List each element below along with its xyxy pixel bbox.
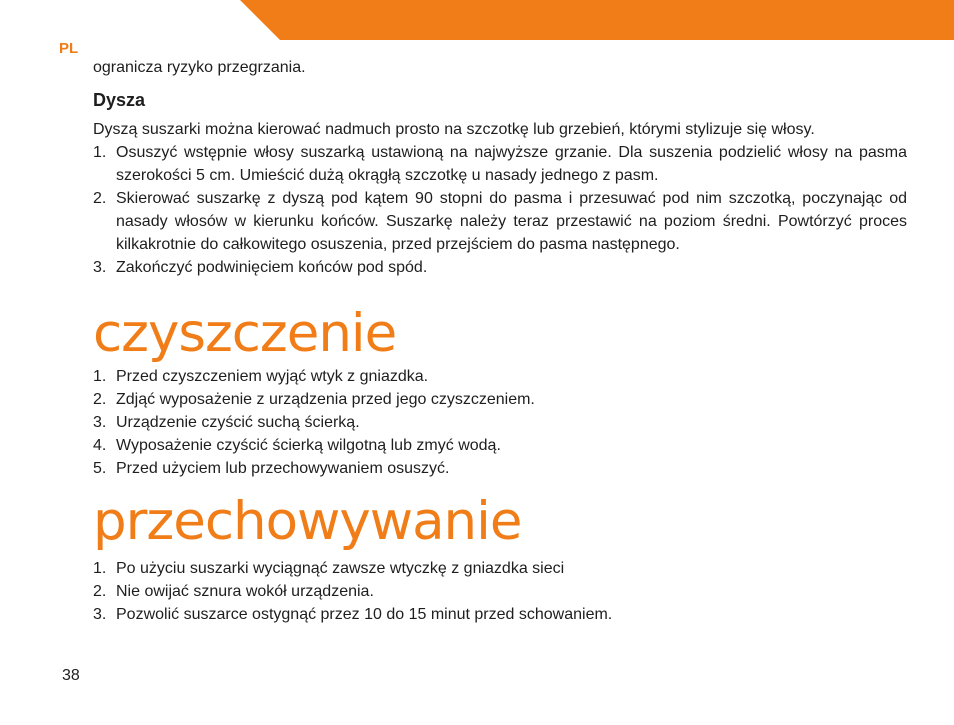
step-text: Zakończyć podwinięciem końców pod spód. (116, 259, 428, 276)
step-number: 3. (93, 414, 107, 431)
step-number: 1. (93, 144, 107, 161)
list-item (93, 603, 907, 626)
intro-line: ogranicza ryzyko przegrzania. (93, 59, 306, 76)
step-text: Wyposażenie czyścić ścierką wilgotną lub zmyć wodą. (116, 437, 501, 454)
step-text: Przed czyszczeniem wyjąć wtyk z gniazdka. (116, 368, 429, 385)
list-item (93, 557, 907, 580)
page-number: 38 (62, 667, 80, 684)
cleaning-steps (93, 365, 907, 480)
step-number: 1. (93, 560, 107, 577)
list-item (93, 580, 907, 603)
header-accent-band (240, 0, 954, 40)
step-text: Przed użyciem lub przechowywaniem osuszyć. (116, 460, 450, 477)
cleaning-title: czyszczenie (93, 303, 397, 364)
step-number: 2. (93, 583, 107, 600)
list-item (93, 388, 907, 411)
list-item (93, 434, 907, 457)
list-item (93, 457, 907, 480)
storage-steps (93, 557, 907, 626)
nozzle-description: Dyszą suszarki można kierować nadmuch prosto na szczotkę lub grzebień, którymi stylizuje się włosy. (93, 121, 815, 138)
step-number: 3. (93, 259, 107, 276)
step-text: Po użyciu suszarki wyciągnąć zawsze wtyczkę z gniazdka sieci (116, 560, 565, 577)
list-item (93, 141, 907, 187)
step-number: 2. (93, 190, 107, 207)
list-item (93, 365, 907, 388)
step-number: 1. (93, 368, 107, 385)
step-text: Skierować suszarkę z dyszą pod kątem 90 stopni do pasma i przesuwać pod nim szczotką, poczynając od nasady włosów w kierunku końców. Suszarkę należy teraz przestawić na poziom średni. Powtórzyć proces kilkakrotnie do całkowitego osuszenia, przed przejściem do pasma następnego. (116, 190, 907, 253)
step-text: Osuszyć wstępnie włosy suszarką ustawioną na najwyższe grzanie. Dla suszenia podzielić włosy na pasma szerokości 5 cm. Umieścić dużą okrągłą szczotkę u nasady jednego z pasm. (116, 144, 907, 184)
storage-title: przechowywanie (93, 491, 522, 552)
step-text: Urządzenie czyścić suchą ścierką. (116, 414, 360, 431)
list-item (93, 187, 907, 256)
step-number: 5. (93, 460, 107, 477)
list-item (93, 411, 907, 434)
step-text: Pozwolić suszarce ostygnąć przez 10 do 15 minut przed schowaniem. (116, 606, 613, 623)
nozzle-heading: Dysza (93, 90, 146, 110)
step-number: 2. (93, 391, 107, 408)
step-text: Zdjąć wyposażenie z urządzenia przed jego czyszczeniem. (116, 391, 535, 408)
step-number: 3. (93, 606, 107, 623)
step-text: Nie owijać sznura wokół urządzenia. (116, 583, 374, 600)
language-code: PL (59, 40, 79, 57)
step-number: 4. (93, 437, 107, 454)
page-content (93, 56, 907, 626)
nozzle-steps (93, 141, 907, 279)
list-item (93, 256, 907, 279)
